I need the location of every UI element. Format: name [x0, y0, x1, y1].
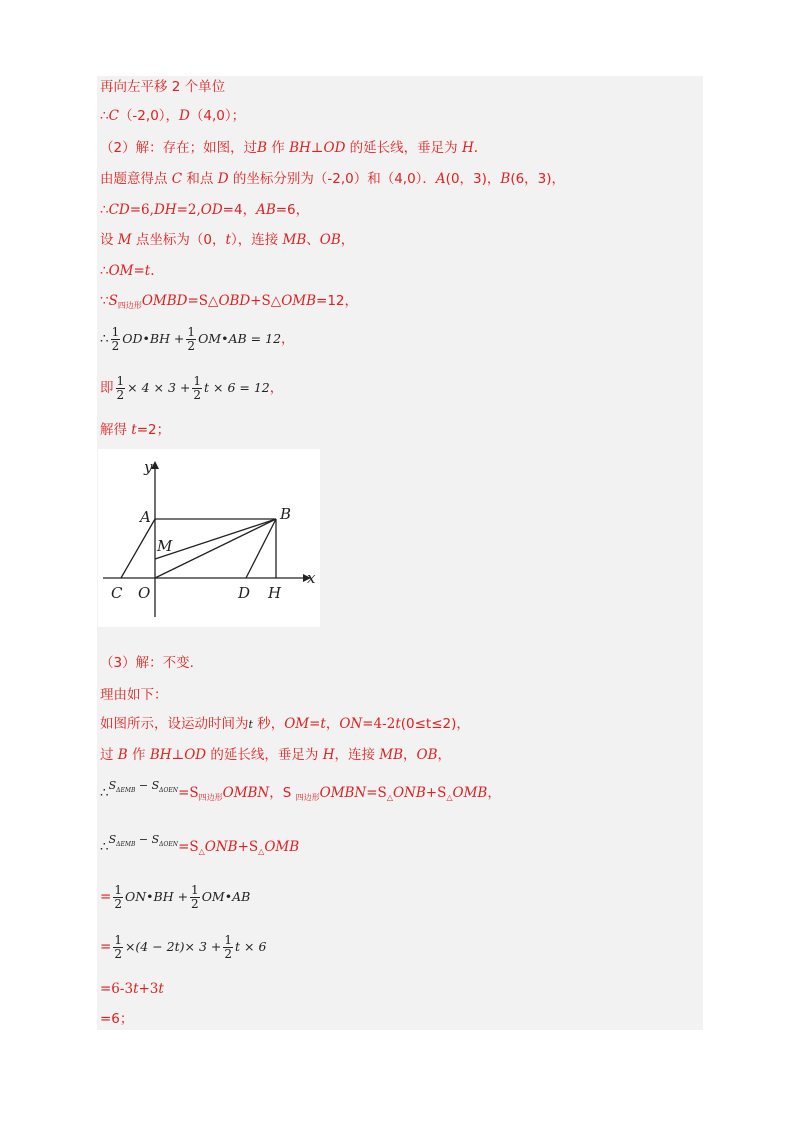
var: AB — [256, 202, 276, 218]
var: S — [108, 293, 118, 309]
text: =6-3 — [100, 981, 134, 997]
var: CD — [108, 202, 130, 218]
text: ），连接 — [230, 232, 283, 248]
var: t — [225, 232, 231, 248]
text: +S — [237, 839, 259, 855]
line-part3 — [100, 654, 194, 672]
formula: OD•BH + — [122, 331, 185, 346]
formula: ON•BH + — [124, 889, 189, 904]
line-construct — [100, 746, 451, 764]
var: t — [158, 981, 164, 997]
var: B — [117, 747, 128, 763]
text: 即 — [100, 380, 114, 396]
text: =S — [178, 785, 199, 801]
formula: OM•AB — [201, 889, 251, 904]
geometry-figure — [98, 449, 320, 627]
var: OMBD — [141, 293, 188, 309]
fraction-half: $\frac{1}{2}$ — [193, 374, 202, 402]
var: t — [131, 422, 137, 438]
line-om — [100, 262, 155, 280]
therefore: ∴ — [100, 331, 109, 347]
text: (6，3)， — [510, 171, 566, 187]
therefore: ∴ — [100, 263, 109, 279]
text: （2）解：存在；如图，过 — [100, 140, 258, 156]
line-area-formula — [100, 326, 295, 353]
var: M — [117, 232, 132, 248]
var: OMB — [281, 293, 317, 309]
label-d: D — [238, 584, 251, 602]
var: t — [248, 718, 253, 731]
formula: t × 6 = 12 — [204, 380, 270, 395]
line-eq2 — [100, 934, 266, 961]
var: DH — [153, 202, 177, 218]
var: OD — [200, 202, 223, 218]
area-difference: SΔEMB − SΔOEN — [108, 779, 179, 794]
label-b: B — [280, 505, 292, 523]
because: ∵ — [100, 293, 109, 309]
text: =S — [366, 785, 387, 801]
text: =6； — [100, 1011, 134, 1027]
var: MB — [379, 747, 404, 763]
fraction-half: $\frac{1}{2}$ — [114, 933, 122, 961]
var: ON — [339, 716, 363, 732]
label-m: M — [157, 537, 173, 555]
coordinate-diagram — [98, 449, 320, 627]
subscript: △ — [258, 847, 265, 856]
var: OMB — [264, 839, 300, 855]
var: ONB — [392, 785, 426, 801]
text: 解得 — [100, 422, 132, 438]
formula: ×(4 − 2t)× 3 + — [124, 939, 222, 954]
text: =S — [178, 839, 199, 855]
text: =S△ — [187, 293, 219, 309]
formula: OM•AB = 12 — [198, 331, 282, 346]
label-c: C — [111, 584, 123, 602]
text: （-2,0）， — [118, 108, 180, 124]
text: ，S — [269, 785, 296, 801]
text: 理由如下： — [100, 687, 168, 703]
text: 由题意得点 — [100, 171, 172, 187]
var: OB — [319, 232, 341, 248]
label-x: x — [307, 569, 316, 587]
fraction-half: $\frac{1}{2}$ — [191, 883, 199, 911]
line-substitute — [100, 375, 283, 402]
text: ， — [403, 747, 417, 763]
text: 和点 — [182, 171, 218, 187]
var: t — [133, 981, 139, 997]
text: =4-2 — [362, 716, 396, 732]
text: (0≤t≤2)， — [400, 716, 470, 732]
therefore: ∴ — [100, 785, 109, 801]
var: OB — [416, 747, 438, 763]
subscript: 四边形 — [117, 301, 142, 310]
label-y: y — [144, 458, 153, 476]
equals: = — [100, 939, 112, 955]
subscript: △ — [198, 847, 205, 856]
line-area-sum — [100, 292, 358, 312]
text: 、 — [306, 232, 320, 248]
text: =2, — [176, 202, 201, 218]
fraction-half: $\frac{1}{2}$ — [224, 933, 233, 961]
text: 的延长线，垂足为 — [206, 747, 323, 763]
line-area-diff-2 — [100, 833, 300, 859]
var: ONB — [204, 839, 238, 855]
segment-mb — [155, 519, 276, 559]
therefore: ∴ — [100, 202, 109, 218]
text: =2； — [136, 422, 171, 438]
var: BH⊥OD — [289, 140, 346, 156]
label-o: O — [138, 584, 151, 602]
line-eq1 — [100, 884, 250, 911]
var: B — [500, 171, 511, 187]
line-part2 — [100, 139, 478, 157]
text: ，连接 — [334, 747, 380, 763]
var: C — [108, 108, 119, 124]
text: 作 — [267, 140, 290, 156]
equals: = — [100, 889, 112, 905]
text: 的坐标分别为（-2,0）和（4,0）． — [228, 171, 436, 187]
segment-ob — [155, 519, 276, 578]
subscript: △ — [386, 793, 393, 802]
line-eq3 — [100, 980, 164, 998]
fraction-half: $\frac{1}{2}$ — [114, 883, 122, 911]
line-motion-time — [100, 715, 470, 734]
var: BH⊥OD — [149, 747, 207, 763]
fraction-half: $\frac{1}{2}$ — [187, 325, 196, 353]
text: =6, — [129, 202, 154, 218]
text: ， — [269, 380, 284, 396]
line-lengths — [100, 201, 309, 219]
therefore: ∴ — [100, 108, 109, 124]
text: +S△ — [250, 293, 282, 309]
text: 如图所示，设运动时间为 — [100, 716, 249, 732]
subscript: 四边形 — [295, 793, 320, 802]
var: t — [144, 263, 151, 279]
text: 过 — [100, 747, 118, 763]
formula: t × 6 — [235, 939, 267, 954]
var: OM — [108, 263, 134, 279]
text: =4， — [222, 202, 257, 218]
var: H — [322, 747, 335, 763]
line-result — [100, 1010, 133, 1028]
text: 设 — [100, 232, 118, 248]
var: OMBN — [222, 785, 270, 801]
text: ， — [487, 785, 501, 801]
text: 作 — [127, 747, 150, 763]
area-difference: SΔEMB − SΔOEN — [108, 833, 179, 848]
fraction-half: $\frac{1}{2}$ — [111, 325, 120, 353]
line-area-diff — [100, 779, 501, 805]
var: OM — [284, 716, 310, 732]
text: （4,0）； — [189, 108, 246, 124]
text: 的延长线，垂足为 — [345, 140, 462, 156]
therefore: ∴ — [100, 839, 109, 855]
var: OMBN — [319, 785, 367, 801]
var: B — [257, 140, 268, 156]
text: （3）解：不变. — [100, 655, 194, 671]
text: =12， — [316, 293, 359, 309]
text: . — [150, 263, 155, 279]
var: D — [217, 171, 229, 187]
line-reason — [100, 686, 168, 704]
text: = — [133, 263, 145, 279]
var: H. — [461, 140, 479, 156]
text: ， — [325, 716, 340, 732]
line-points — [100, 170, 565, 188]
text: =6， — [275, 202, 310, 218]
segment-ca — [121, 519, 155, 578]
text: +S — [425, 785, 447, 801]
text: 再向左平移 2 个单位 — [100, 79, 226, 95]
var: C — [171, 171, 183, 187]
var: D — [179, 108, 190, 124]
var: OBD — [218, 293, 251, 309]
formula: × 4 × 3 + — [127, 380, 191, 395]
text: 秒， — [252, 716, 285, 732]
text: (0，3)， — [445, 171, 501, 187]
text: 点坐标为（0， — [131, 232, 226, 248]
var: t — [320, 716, 326, 732]
line-solve-t — [100, 421, 170, 439]
var: MB — [282, 232, 307, 248]
text: = — [309, 716, 321, 732]
line-let-m — [100, 231, 354, 249]
line-shift — [100, 78, 225, 96]
text: ， — [437, 747, 452, 763]
fraction-half: $\frac{1}{2}$ — [116, 374, 125, 402]
text: ， — [281, 331, 295, 347]
text: ， — [340, 232, 355, 248]
var: A — [435, 171, 446, 187]
line-coords-cd — [100, 107, 245, 125]
var: t — [395, 716, 401, 732]
subscript: 四边形 — [198, 793, 223, 802]
subscript: △ — [446, 793, 453, 802]
label-a: A — [140, 508, 151, 526]
text: +3 — [138, 981, 159, 997]
label-h: H — [268, 584, 282, 602]
var: OMB — [452, 785, 488, 801]
